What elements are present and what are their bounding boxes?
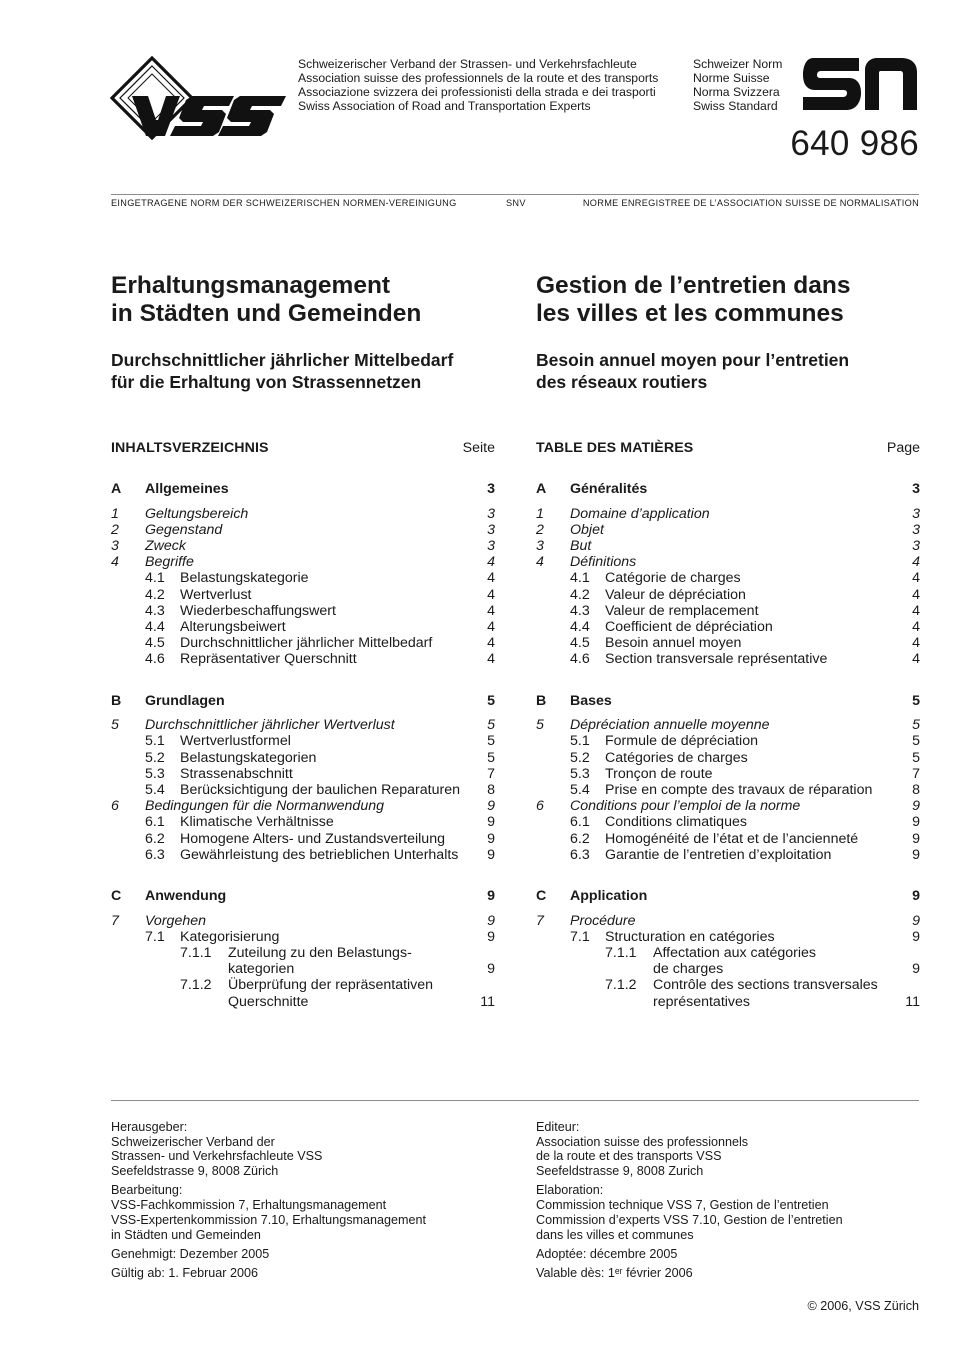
toc-title: Dépréciation annuelle moyenne xyxy=(570,717,770,734)
norm-line: Norme Suisse xyxy=(693,71,770,85)
toc-page: 5 xyxy=(487,733,495,750)
toc-entry-sub xyxy=(111,782,495,798)
toc-entry-section xyxy=(536,888,920,904)
publisher-line: in Städten und Gemeinden xyxy=(111,1227,261,1242)
toc-entry-sub xyxy=(111,750,495,766)
toc-title: Structuration en catégories xyxy=(605,928,775,945)
toc-number: 5.1 xyxy=(145,733,165,750)
toc-label: TABLE DES MATIÈRES xyxy=(536,440,694,456)
toc-page: 9 xyxy=(487,830,495,847)
org-line: Swiss Association of Road and Transportation Experts xyxy=(298,99,591,113)
toc-page: 3 xyxy=(912,538,920,555)
toc-title: Catégories de charges xyxy=(605,749,748,766)
toc-page: 4 xyxy=(487,651,495,668)
toc-page: 3 xyxy=(912,521,920,538)
subtitle-line: des réseaux routiers xyxy=(536,372,708,392)
publisher-line: Gültig ab: 1. Februar 2006 xyxy=(111,1266,259,1281)
publisher-line: Seefeldstrasse 9, 8008 Zürich xyxy=(111,1164,279,1179)
toc-entry-chapter xyxy=(536,717,920,733)
publisher-block xyxy=(111,1247,426,1262)
norm-line: Swiss Standard xyxy=(693,99,778,113)
toc-page: 4 xyxy=(487,554,495,571)
toc-title: Définitions xyxy=(570,554,637,571)
toc-page: 9 xyxy=(912,928,920,945)
toc-number: B xyxy=(536,692,547,709)
toc-entry-cont xyxy=(111,994,495,1010)
toc-entry-subsub xyxy=(111,977,495,993)
toc-page: 5 xyxy=(912,749,920,766)
toc-title: Valeur de dépréciation xyxy=(605,586,746,603)
vss-logo xyxy=(110,56,290,140)
toc-title: But xyxy=(570,538,592,555)
toc-entry-chapter xyxy=(111,538,495,554)
toc-number: 4.5 xyxy=(145,635,165,652)
toc-title: Bases xyxy=(570,692,612,709)
toc-number: 4.4 xyxy=(145,619,165,635)
toc-spacer xyxy=(111,904,495,913)
org-line: Association suisse des professionnels de la route et des transports xyxy=(298,71,659,85)
standard-number: 640 986 xyxy=(790,124,919,163)
publisher-line: Bearbeitung: xyxy=(111,1183,183,1198)
toc-entry-section xyxy=(536,481,920,497)
toc-page: 5 xyxy=(487,692,495,709)
toc-title: Bedingungen für die Normanwendung xyxy=(145,798,384,815)
toc-title: Besoin annuel moyen xyxy=(605,635,742,652)
register-note-fr: NORME ENREGISTREE DE L’ASSOCIATION SUISSE DE NORMALISATION xyxy=(582,198,919,208)
toc-entry-chapter xyxy=(536,538,920,554)
toc-page: 3 xyxy=(912,505,920,522)
publisher-line: Herausgeber: xyxy=(111,1120,188,1134)
toc-spacer xyxy=(111,668,495,693)
toc-title: Strassenabschnitt xyxy=(180,765,293,782)
toc-page: 9 xyxy=(487,887,495,904)
toc-entry-sub xyxy=(536,619,920,635)
toc-page: 5 xyxy=(912,733,920,750)
toc-spacer xyxy=(536,709,920,718)
toc-number: 2 xyxy=(536,521,544,538)
publisher-info-fr xyxy=(536,1120,843,1285)
toc-number: 6.1 xyxy=(145,814,165,831)
toc-number: 5 xyxy=(111,717,119,734)
toc-page: 4 xyxy=(487,570,495,587)
toc-number: 5 xyxy=(536,717,544,734)
publisher-line: Seefeldstrasse 9, 8008 Zurich xyxy=(536,1164,704,1179)
publisher-line: Genehmigt: Dezember 2005 xyxy=(111,1246,270,1261)
toc-entry-chapter xyxy=(111,798,495,814)
toc-number: 7.1 xyxy=(145,928,165,945)
toc-title: Garantie de l’entretien d’exploitation xyxy=(605,846,832,863)
toc-title: Klimatische Verhältnisse xyxy=(180,814,334,831)
toc-number: 4.6 xyxy=(145,651,165,668)
toc-page: 9 xyxy=(912,830,920,847)
toc-entry-sub xyxy=(111,831,495,847)
toc-entry-sub xyxy=(536,750,920,766)
toc-page: 4 xyxy=(487,602,495,619)
org-line: Schweizerischer Verband der Strassen- und Verkehrsfachleute xyxy=(298,57,637,71)
toc-entry-sub xyxy=(536,929,920,945)
toc-entry-sub xyxy=(536,570,920,586)
publisher-block xyxy=(536,1183,843,1242)
toc-spacer xyxy=(111,863,495,888)
toc-title: Berücksichtigung der baulichen Reparaturen xyxy=(180,782,460,798)
toc-number: 4.6 xyxy=(570,651,590,668)
toc-entry-sub xyxy=(536,733,920,749)
toc-entry-sub xyxy=(111,929,495,945)
toc-number: 4.3 xyxy=(145,602,165,619)
toc-title: Kategorisierung xyxy=(180,928,280,945)
publisher-line: dans les villes et communes xyxy=(536,1227,694,1242)
toc-number: 6.2 xyxy=(570,830,590,847)
toc-title: Contrôle des sections transversales xyxy=(653,977,878,994)
toc-page: 8 xyxy=(912,782,920,798)
toc-page: 4 xyxy=(912,651,920,668)
toc-page: 9 xyxy=(912,887,920,904)
sn-logo xyxy=(803,58,919,110)
publisher-line: Strassen- und Verkehrsfachleute VSS xyxy=(111,1149,323,1164)
toc-title: Application xyxy=(570,887,648,904)
toc-entry-chapter xyxy=(536,506,920,522)
title-de xyxy=(111,272,506,328)
toc-page: 5 xyxy=(487,749,495,766)
publisher-block xyxy=(536,1120,843,1179)
toc-entry-sub xyxy=(536,603,920,619)
toc-title: Überprüfung der repräsentativen xyxy=(228,977,434,994)
publisher-info-de xyxy=(111,1120,426,1285)
toc-entry-chapter xyxy=(536,798,920,814)
toc-title: Généralités xyxy=(570,481,648,497)
toc-page: 3 xyxy=(487,481,495,497)
toc-number: 4.2 xyxy=(145,586,165,603)
toc-entry-sub xyxy=(536,847,920,863)
toc-number: 5.1 xyxy=(570,733,590,750)
toc-page-label: Page xyxy=(886,440,920,456)
toc-title: Belastungskategorie xyxy=(180,570,309,587)
toc-title: Zuteilung zu den Belastungs- xyxy=(228,945,412,961)
toc-entry-chapter xyxy=(111,506,495,522)
toc-entry-chapter xyxy=(536,554,920,570)
toc-number: 4 xyxy=(111,554,119,571)
toc-title: Gewährleistung des betrieblichen Unterhalts xyxy=(180,846,459,863)
publisher-line: Commission technique VSS 7, Gestion de l’entretien xyxy=(536,1198,829,1213)
toc-page: 3 xyxy=(487,505,495,522)
norm-line: Schweizer Norm xyxy=(693,57,783,71)
title-line: Erhaltungsmanagement xyxy=(111,272,391,299)
toc-entry-chapter xyxy=(536,913,920,929)
toc-entry-sub xyxy=(111,847,495,863)
toc-entry-section xyxy=(111,693,495,709)
toc-entry-sub xyxy=(111,603,495,619)
toc-title: Section transversale représentative xyxy=(605,651,828,668)
toc-spacer xyxy=(111,709,495,718)
toc-page: 4 xyxy=(487,586,495,603)
toc-number: C xyxy=(536,887,547,904)
table-of-contents-de xyxy=(111,481,495,1010)
toc-number: 3 xyxy=(536,538,544,555)
toc-page: 9 xyxy=(912,814,920,831)
toc-page: 9 xyxy=(487,912,495,929)
toc-number: C xyxy=(111,887,122,904)
toc-title: Alterungsbeiwert xyxy=(180,619,286,635)
toc-page: 5 xyxy=(912,717,920,734)
org-line: Associazione svizzera dei professionisti della strada e dei trasporti xyxy=(298,85,656,99)
toc-entry-sub xyxy=(111,619,495,635)
toc-entry-sub xyxy=(111,651,495,667)
toc-page: 7 xyxy=(912,765,920,782)
toc-spacer xyxy=(536,668,920,693)
toc-title: Wertverlust xyxy=(180,586,252,603)
toc-entry-sub xyxy=(536,651,920,667)
title-fr xyxy=(536,272,931,328)
title-line: Gestion de l’entretien dans xyxy=(536,272,851,299)
toc-spacer xyxy=(536,863,920,888)
toc-number: 4.4 xyxy=(570,619,590,635)
toc-number: 7 xyxy=(111,912,119,929)
header-rule xyxy=(111,194,919,195)
toc-title: Durchschnittlicher jährlicher Mittelbedarf xyxy=(180,635,433,652)
toc-entry-sub xyxy=(536,587,920,603)
toc-number: 7.1.2 xyxy=(605,977,637,994)
toc-entry-chapter xyxy=(111,554,495,570)
toc-title: Repräsentativer Querschnitt xyxy=(180,651,357,668)
publisher-line: de la route et des transports VSS xyxy=(536,1149,722,1164)
toc-page: 4 xyxy=(912,602,920,619)
toc-entry-chapter xyxy=(111,522,495,538)
toc-entry-section xyxy=(111,481,495,497)
toc-entry-section xyxy=(536,693,920,709)
publisher-line: VSS-Fachkommission 7, Erhaltungsmanagement xyxy=(111,1198,387,1213)
toc-title: Zweck xyxy=(145,538,186,555)
toc-title: Formule de dépréciation xyxy=(605,733,758,750)
toc-page: 9 xyxy=(912,961,920,978)
subtitle-de xyxy=(111,349,506,393)
toc-title: Wiederbeschaffungswert xyxy=(180,602,336,619)
publisher-line: Valable dès: 1ᵉʳ février 2006 xyxy=(536,1266,693,1281)
toc-title: Prise en compte des travaux de réparation xyxy=(605,782,873,798)
toc-title: Conditions pour l’emploi de la norme xyxy=(570,798,801,815)
toc-entry-sub xyxy=(111,635,495,651)
toc-label: INHALTSVERZEICHNIS xyxy=(111,440,269,456)
toc-number: 5.2 xyxy=(570,749,590,766)
toc-entry-chapter xyxy=(111,913,495,929)
toc-entry-subsub xyxy=(111,945,495,961)
toc-entry-cont xyxy=(536,961,920,977)
toc-spacer xyxy=(536,497,920,506)
toc-page: 11 xyxy=(905,993,920,1010)
toc-page: 3 xyxy=(487,521,495,538)
toc-title: Durchschnittlicher jährlicher Wertverlust xyxy=(145,717,395,734)
toc-number: 7.1 xyxy=(570,928,590,945)
subtitle-line: für die Erhaltung von Strassennetzen xyxy=(111,372,422,392)
toc-number: 5.3 xyxy=(145,765,165,782)
toc-number: 4.2 xyxy=(570,586,590,603)
toc-entry-sub xyxy=(536,831,920,847)
toc-number: 1 xyxy=(536,505,544,522)
toc-title: Tronçon de route xyxy=(605,765,713,782)
toc-page: 4 xyxy=(912,586,920,603)
toc-number: 4.1 xyxy=(145,570,165,587)
toc-title: Gegenstand xyxy=(145,521,223,538)
toc-number: 4.3 xyxy=(570,602,590,619)
toc-entry-chapter xyxy=(111,717,495,733)
toc-title: Procédure xyxy=(570,912,636,929)
toc-page: 9 xyxy=(487,928,495,945)
toc-number: 6.3 xyxy=(570,846,590,863)
toc-number: 6 xyxy=(111,798,119,815)
toc-title: Affectation aux catégories xyxy=(653,945,816,961)
subtitle-fr xyxy=(536,349,931,393)
toc-title: Belastungskategorien xyxy=(180,749,317,766)
toc-spacer xyxy=(536,904,920,913)
toc-number: 6.2 xyxy=(145,830,165,847)
toc-entry-subsub xyxy=(536,977,920,993)
toc-page: 7 xyxy=(487,765,495,782)
toc-page: 9 xyxy=(487,814,495,831)
toc-entry-sub xyxy=(536,814,920,830)
toc-number: 6.3 xyxy=(145,846,165,863)
toc-page-label: Seite xyxy=(462,440,495,456)
toc-entry-sub xyxy=(111,570,495,586)
toc-number: 5.3 xyxy=(570,765,590,782)
toc-title: Homogene Alters- und Zustandsverteilung xyxy=(180,830,445,847)
toc-page: 9 xyxy=(487,846,495,863)
toc-title: kategorien xyxy=(228,961,295,978)
toc-number: 4 xyxy=(536,554,544,571)
toc-entry-sub xyxy=(111,587,495,603)
publisher-block xyxy=(111,1183,426,1242)
toc-title: Grundlagen xyxy=(145,692,225,709)
toc-number: 1 xyxy=(111,505,119,522)
toc-title: Valeur de remplacement xyxy=(605,602,759,619)
toc-page: 4 xyxy=(487,635,495,652)
toc-title: Coefficient de dépréciation xyxy=(605,619,773,635)
toc-entry-sub xyxy=(536,782,920,798)
footer-rule xyxy=(111,1100,919,1101)
table-of-contents-fr xyxy=(536,481,920,1010)
toc-number: 2 xyxy=(111,521,119,538)
toc-page: 9 xyxy=(487,798,495,815)
toc-spacer xyxy=(111,497,495,506)
publisher-block xyxy=(111,1120,426,1179)
toc-entry-sub xyxy=(111,814,495,830)
toc-title: de charges xyxy=(653,961,724,978)
toc-title: Wertverlustformel xyxy=(180,733,291,750)
toc-page: 4 xyxy=(912,554,920,571)
toc-page: 11 xyxy=(480,993,495,1010)
subtitle-line: Besoin annuel moyen pour l’entretien xyxy=(536,350,850,370)
toc-page: 4 xyxy=(912,619,920,635)
publisher-block xyxy=(111,1266,426,1281)
toc-page: 8 xyxy=(487,782,495,798)
toc-page: 9 xyxy=(912,798,920,815)
subtitle-line: Durchschnittlicher jährlicher Mittelbedarf xyxy=(111,350,454,370)
organization-names xyxy=(298,57,658,113)
toc-number: 5.2 xyxy=(145,749,165,766)
toc-entry-chapter xyxy=(536,522,920,538)
toc-entry-section xyxy=(111,888,495,904)
toc-title: Begriffe xyxy=(145,554,194,571)
title-line: les villes et les communes xyxy=(536,300,844,327)
toc-entry-sub xyxy=(536,766,920,782)
toc-title: Conditions climatiques xyxy=(605,814,747,831)
register-note-abbr: SNV xyxy=(506,198,526,208)
toc-entry-sub xyxy=(111,733,495,749)
publisher-line: Commission d’experts VSS 7.10, Gestion de l’entretien xyxy=(536,1212,843,1227)
toc-entry-cont xyxy=(111,961,495,977)
toc-number: 4.1 xyxy=(570,570,590,587)
norm-line: Norma Svizzera xyxy=(693,85,780,99)
norm-type-labels xyxy=(693,57,782,113)
toc-page: 9 xyxy=(487,961,495,978)
toc-title: Allgemeines xyxy=(145,481,229,497)
toc-title: Objet xyxy=(570,521,604,538)
toc-number: 7.1.1 xyxy=(605,945,637,961)
title-line: in Städten und Gemeinden xyxy=(111,300,422,327)
toc-entry-sub xyxy=(111,766,495,782)
toc-number: 5.4 xyxy=(145,782,165,798)
publisher-block xyxy=(536,1247,843,1262)
publisher-line: Association suisse des professionnels xyxy=(536,1134,749,1149)
toc-page: 5 xyxy=(487,717,495,734)
toc-page: 5 xyxy=(912,692,920,709)
toc-title: Vorgehen xyxy=(145,912,207,929)
toc-number: B xyxy=(111,692,122,709)
toc-number: 7.1.1 xyxy=(180,945,212,961)
toc-page: 9 xyxy=(912,912,920,929)
publisher-line: Elaboration: xyxy=(536,1183,604,1198)
toc-number: 3 xyxy=(111,538,119,555)
toc-title: représentatives xyxy=(653,993,750,1010)
publisher-line: Editeur: xyxy=(536,1120,580,1134)
toc-entry-sub xyxy=(536,635,920,651)
toc-number: 5.4 xyxy=(570,782,590,798)
toc-entry-cont xyxy=(536,994,920,1010)
toc-number: 7.1.2 xyxy=(180,977,212,994)
toc-page: 4 xyxy=(912,570,920,587)
publisher-line: Schweizerischer Verband der xyxy=(111,1134,275,1149)
toc-page: 3 xyxy=(487,538,495,555)
publisher-block xyxy=(536,1266,843,1281)
publisher-line: Adoptée: décembre 2005 xyxy=(536,1246,678,1261)
toc-entry-subsub xyxy=(536,945,920,961)
toc-title: Domaine d’application xyxy=(570,505,710,522)
toc-number: 6 xyxy=(536,798,544,815)
toc-title: Catégorie de charges xyxy=(605,570,741,587)
toc-page: 9 xyxy=(912,846,920,863)
toc-number: 4.5 xyxy=(570,635,590,652)
toc-number: A xyxy=(111,481,122,497)
toc-number: 7 xyxy=(536,912,544,929)
toc-title: Geltungsbereich xyxy=(145,505,249,522)
toc-title: Querschnitte xyxy=(228,993,309,1010)
register-note-de: EINGETRAGENE NORM DER SCHWEIZERISCHEN NORMEN-VEREINIGUNG xyxy=(111,198,457,208)
publisher-line: VSS-Expertenkommission 7.10, Erhaltungsmanagement xyxy=(111,1212,427,1227)
copyright-note: © 2006, VSS Zürich xyxy=(807,1299,919,1313)
toc-page: 4 xyxy=(912,635,920,652)
toc-title: Anwendung xyxy=(145,887,227,904)
toc-page: 4 xyxy=(487,619,495,635)
toc-page: 3 xyxy=(912,481,920,497)
toc-title: Homogénéité de l’état et de l’ancienneté xyxy=(605,830,859,847)
toc-number: A xyxy=(536,481,547,497)
toc-number: 6.1 xyxy=(570,814,590,831)
